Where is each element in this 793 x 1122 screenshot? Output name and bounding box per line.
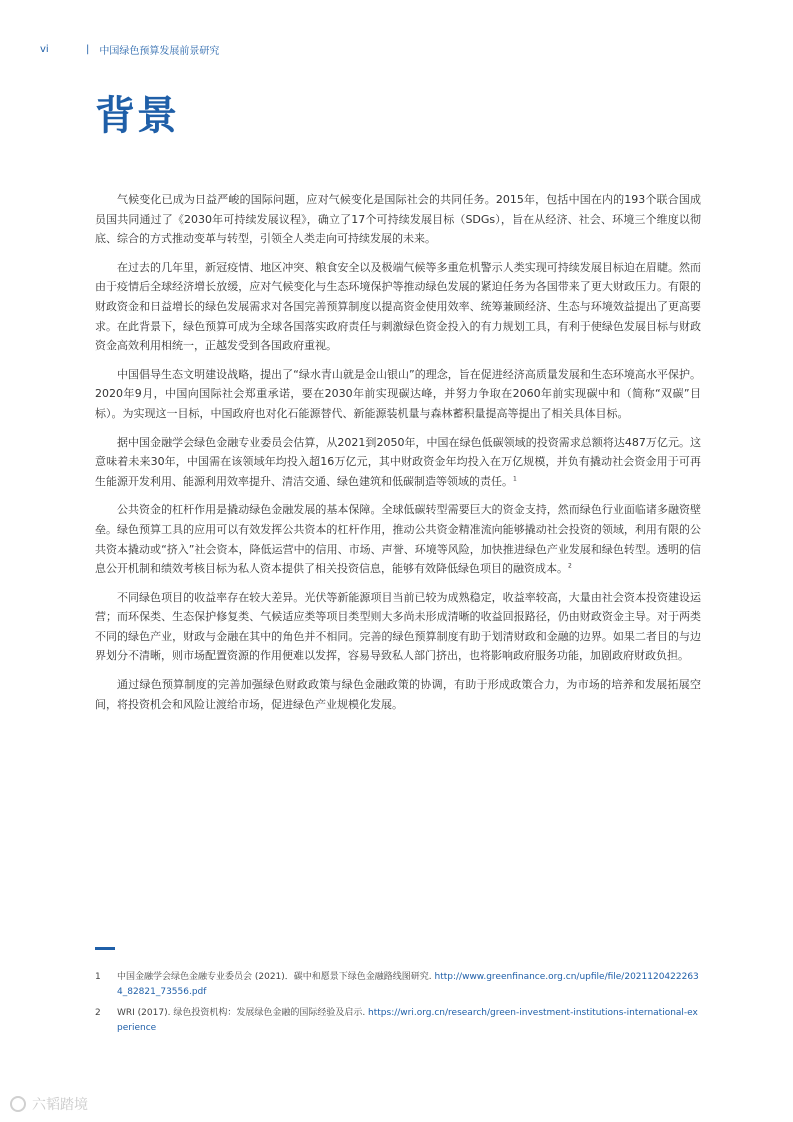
footnote-number: 2: [95, 1008, 101, 1018]
header-separator: |: [86, 43, 90, 55]
footnote-body: [117, 970, 701, 1000]
paragraph: 通过绿色预算制度的完善加强绿色财政政策与绿色金融政策的协调，有助于形成政策合力，为市场的培养和发展拓展空间，将投资机会和风险让渡给市场，促进绿色产业规模化发展。: [95, 678, 701, 711]
watermark-logo-icon: [10, 1096, 26, 1112]
paragraph: 在过去的几年里，新冠疫情、地区冲突、粮食安全以及极端气候等多重危机警示人类实现可持续发展目标迫在眉睫。然而由于疫情后全球经济增长放缓，应对气候变化与生态环境保护等推动绿色发展的紧迫任务为各国带来了更大财政压力。有限的财政资金和日益增长的绿色发展需求对各国完善预算制度以提高资金使用效率、统筹兼顾经济、生态与环境效益提出了更高要求。在此背景下，绿色预算可成为全球各国落实政府责任与刺激绿色资金投入的有力规划工具，有利于使绿色发展目标与财政资金高效利用相统一，正越发受到各国政府重视。: [95, 260, 701, 353]
footnote-ref-2[interactable]: 2: [568, 562, 572, 570]
watermark-text: 六韬踏境: [32, 1097, 88, 1113]
paragraph: 中国倡导生态文明建设战略，提出了“绿水青山就是金山银山”的理念，旨在促进经济高质量发展和生态环境高水平保护。2020年9月，中国向国际社会郑重承诺，要在2030年前实现碳达峰，并努力争取在2060年前实现碳中和（简称“双碳”目标）。为实现这一目标，中国政府也对化石能源替代、新能源装机量与森林蓄积量提高等提出了相关具体目标。: [95, 367, 701, 420]
paragraph: 气候变化已成为日益严峻的国际问题，应对气候变化是国际社会的共同任务。2015年，包括中国在内的193个联合国成员国共同通过了《2030年可持续发展议程》，确立了17个可持续发展目标（SDGs），旨在从经济、社会、环境三个维度以彻底、综合的方式推动变革与转型，引领全人类走向可持续发展的未来。: [95, 193, 701, 246]
footnote-number: 1: [95, 972, 101, 982]
footnote-text: WRI (2017). 绿色投资机构：发展绿色金融的国际经验及启示.: [117, 1008, 369, 1018]
watermark: [10, 1094, 88, 1114]
footnote-item: [95, 970, 701, 1000]
footnote-body: [117, 1006, 701, 1036]
paragraph: 不同绿色项目的收益率存在较大差异。光伏等新能源项目当前已较为成熟稳定，收益率较高，大量由社会资本投资建设运营；而环保类、生态保护修复类、气候适应类等项目类型则大多尚未形成清晰的收益回报路径，仍由财政资金主导。对于两类不同的绿色产业，财政与金融在其中的角色并不相同。完善的绿色预算制度有助于划清财政和金融的边界。如果二者目的与边界划分不清晰，则市场配置资源的作用便难以发挥，容易导致私人部门挤出，也将影响政府服务功能，加剧政府财政负担。: [95, 590, 701, 663]
section-heading: 背景: [95, 93, 179, 139]
paragraph: 公共资金的杠杆作用是撬动绿色金融发展的基本保障。全球低碳转型需要巨大的资金支持，然而绿色行业面临诸多融资壁垒。绿色预算工具的应用可以有效发挥公共资本的杠杆作用，推动公共资金精准流向能够撬动社会投资的领域，利用有限的公共资本撬动或“挤入”社会资本，降低运营中的信用、市场、声誉、环境等风险，加快推进绿色产业发展和绿色转型。透明的信息公开机制和绩效考核目标为私人资本提供了相关投资信息，能够有效降低绿色项目的融资成本。$^2$: [95, 503, 701, 576]
body-text: [95, 190, 701, 723]
footnote-item: [95, 1006, 701, 1036]
footnote-divider: [95, 947, 115, 950]
running-title: 中国绿色预算发展前景研究: [99, 45, 220, 57]
footnote-ref-1[interactable]: 1: [513, 475, 517, 483]
page-number: vi: [40, 43, 49, 55]
footnotes: [95, 970, 701, 1042]
footnote-link[interactable]: https://wri.org.cn/research/green-investment-institutions-international-experience: [117, 1008, 698, 1033]
paragraph: 据中国金融学会绿色金融专业委员会估算，从2021到2050年，中国在绿色低碳领域的投资需求总额将达487万亿元。这意味着未来30年，中国需在该领域年均投入超16万亿元，其中财政资金年均投入在万亿规模，并负有撬动社会资金用于可再生能源开发利用、能源利用效率提升、清洁交通、绿色建筑和低碳制造等领域的责任。$^1$: [95, 435, 701, 488]
footnote-text: 中国金融学会绿色金融专业委员会 (2021)．碳中和愿景下绿色金融路线图研究.: [117, 972, 435, 982]
page-header: [40, 42, 219, 56]
footnote-link[interactable]: http://www.greenfinance.org.cn/upfile/file/20211204222634_82821_73556.pdf: [117, 972, 699, 997]
